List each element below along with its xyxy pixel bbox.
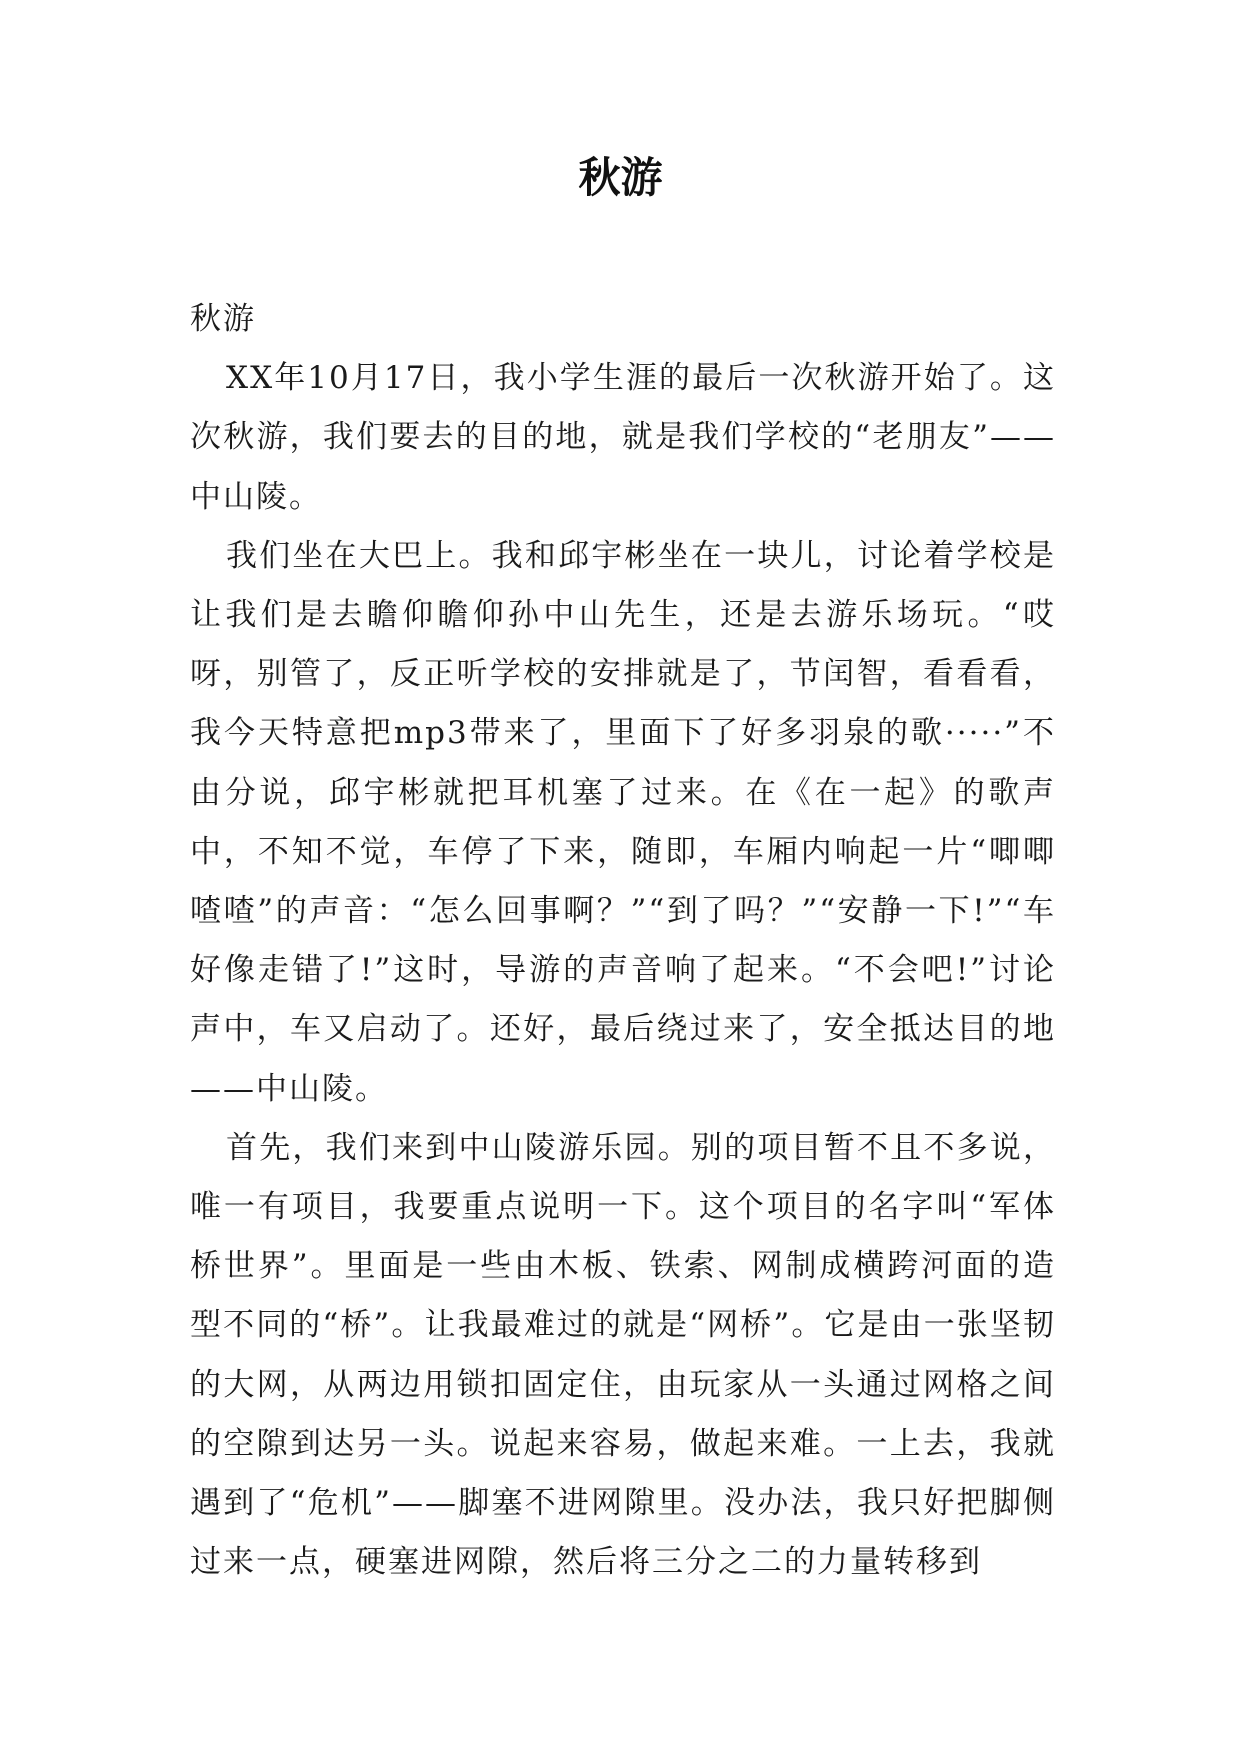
body-paragraph: 首先，我们来到中山陵游乐园。别的项目暂不且不多说，唯一有项目，我要重点说明一下。这个项目的名字叫“军体桥世界”。里面是一些由木板、铁索、网制成横跨河面的造型不同的“桥”。让我最难过的就是“网桥”。它是由一张坚韧的大网，从两边用锁扣固定住，由玩家从一头通过网格之间的空隙到达另一头。说起来容易，做起来难。一上去，我就遇到了“危机”——脚塞不进网隙里。没办法，我只好把脚侧过来一点，硬塞进网隙，然后将三分之二的力量转移到 bbox=[190, 1129, 1056, 1581]
body-paragraph-subtitle: 秋游 bbox=[190, 301, 256, 337]
body-paragraph: 我们坐在大巴上。我和邱宇彬坐在一块儿，讨论着学校是让我们是去瞻仰瞻仰孙中山先生，还是去游乐场玩。“哎呀，别管了，反正听学校的安排就是了，节闰智，看看看，我今天特意把mp3带来了，里面下了好多羽泉的歌·····”不由分说，邱宇彬就把耳机塞了过来。在《在一起》的歌声中，不知不觉，车停了下来，随即，车厢内响起一片“唧唧喳喳”的声音：“怎么回事啊？”“到了吗？”“安静一下!”“车好像走错了!”这时，导游的声音响了起来。“不会吧!”讨论声中，车又启动了。还好，最后绕过来了，安全抵达目的地——中山陵。 bbox=[190, 537, 1056, 1107]
document-body bbox=[190, 290, 1056, 1592]
body-paragraph: XX年10月17日，我小学生涯的最后一次秋游开始了。这次秋游，我们要去的目的地，就是我们学校的“老朋友”——中山陵。 bbox=[190, 360, 1056, 515]
document-title: 秋游 bbox=[578, 153, 663, 202]
